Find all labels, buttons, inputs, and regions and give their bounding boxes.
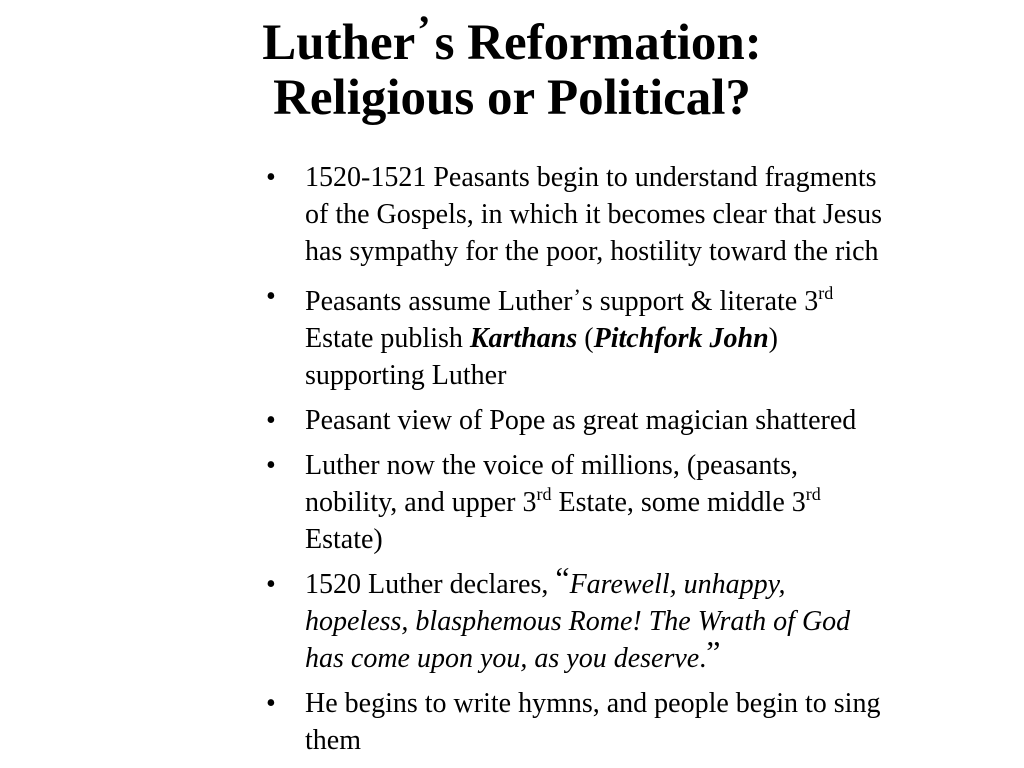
title-apostrophe: ’	[417, 7, 431, 52]
slide-title	[0, 2, 1024, 126]
publication-title-pitchfork-john: Pitchfork John	[593, 323, 769, 354]
bullet-item-6: • He begins to write hymns, and people begin to sing them	[266, 685, 1018, 759]
bullet-marker: •	[266, 281, 276, 312]
title-line-1: Luther’s Reformation:	[0, 2, 1024, 71]
publication-title-karthans: Karthans	[469, 323, 578, 354]
bullet-marker: •	[266, 162, 276, 193]
bullet-marker: •	[266, 688, 276, 719]
bullet-marker: •	[266, 569, 276, 600]
bullet-marker: •	[266, 450, 276, 481]
bullet-item-3: • Peasant view of Pope as great magician shattered	[266, 402, 1018, 439]
bullet-item-2: • Peasants assume Luther’s support & literate 3rd Estate publish Karthans (Pitchfork John) supporting Luther	[266, 278, 1018, 394]
bullet-item-4: • Luther now the voice of millions, (peasants, nobility, and upper 3rd Estate, some middle 3rd Estate)	[266, 447, 1018, 558]
bullet-list	[266, 159, 1018, 767]
bullet-marker: •	[266, 405, 276, 436]
bullet-item-1: • 1520-1521 Peasants begin to understand fragments of the Gospels, in which it becomes clear that Jesus has sympathy for the poor, hostility toward the rich	[266, 159, 1018, 270]
bullet-item-5: • 1520 Luther declares, “Farewell, unhappy, hopeless, blasphemous Rome! The Wrath of God has come upon you, as you deserve.”	[266, 560, 851, 674]
title-line-2: Religious or Political?	[273, 70, 751, 126]
